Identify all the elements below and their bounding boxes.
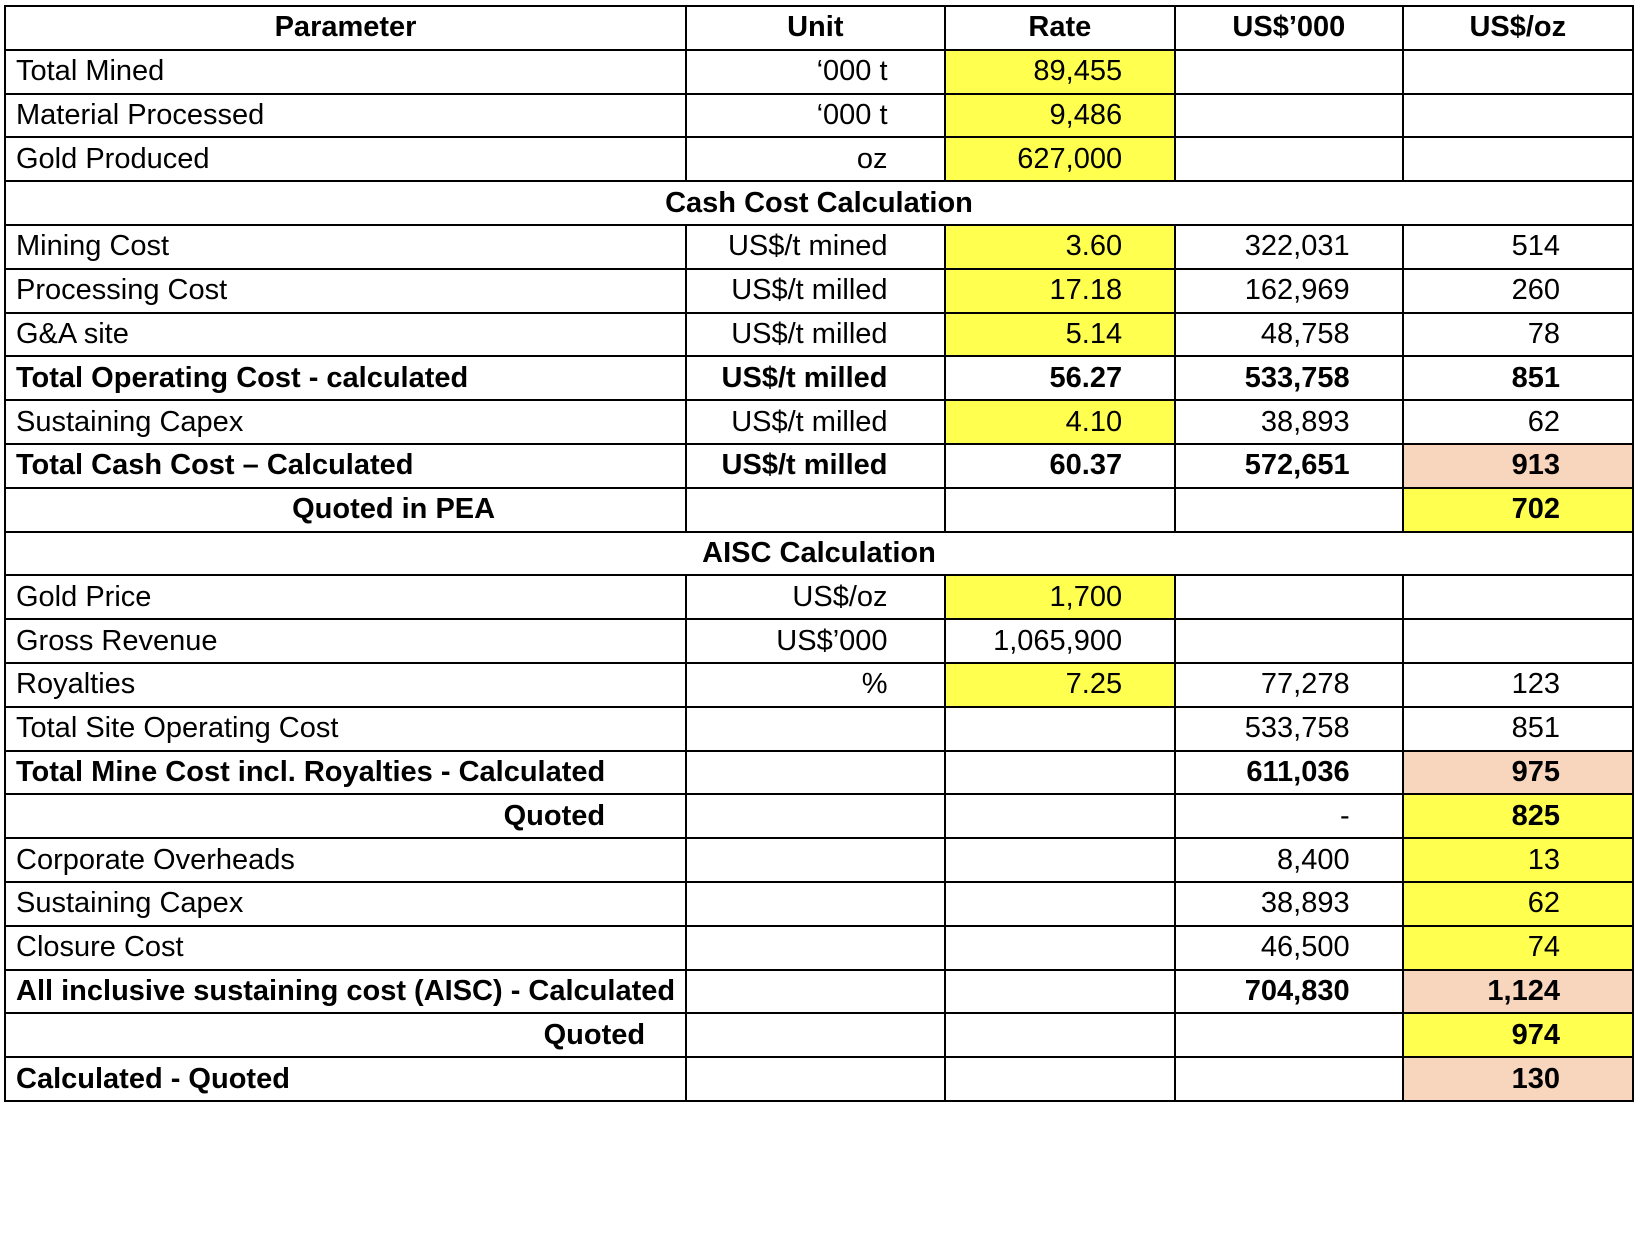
param-cell: Mining Cost <box>5 225 686 269</box>
usdoz-cell: 62 <box>1403 882 1633 926</box>
rate-cell <box>945 1057 1176 1101</box>
rate-cell: 627,000 <box>945 137 1176 181</box>
usd000-cell <box>1175 619 1403 663</box>
param-cell: Quoted <box>5 794 686 838</box>
table-row <box>5 838 1633 882</box>
unit-cell <box>686 751 944 795</box>
usd000-cell: - <box>1175 794 1403 838</box>
param-cell: Processing Cost <box>5 269 686 313</box>
header-row <box>5 6 1633 50</box>
table-row <box>5 707 1633 751</box>
rate-cell: 3.60 <box>945 225 1176 269</box>
usdoz-cell: 62 <box>1403 400 1633 444</box>
usdoz-cell: 514 <box>1403 225 1633 269</box>
param-cell: Total Mined <box>5 50 686 94</box>
usdoz-cell: 975 <box>1403 751 1633 795</box>
header-rate: Rate <box>945 6 1176 50</box>
param-cell: Material Processed <box>5 94 686 138</box>
table-row <box>5 619 1633 663</box>
rate-cell <box>945 838 1176 882</box>
cost-table <box>4 5 1634 1102</box>
usd000-cell: 38,893 <box>1175 882 1403 926</box>
usdoz-cell: 913 <box>1403 444 1633 488</box>
usd000-cell <box>1175 50 1403 94</box>
usdoz-cell <box>1403 575 1633 619</box>
rate-cell <box>945 488 1176 532</box>
usd000-cell: 77,278 <box>1175 663 1403 707</box>
usd000-cell: 572,651 <box>1175 444 1403 488</box>
table-row <box>5 269 1633 313</box>
rate-cell: 5.14 <box>945 313 1176 357</box>
header-unit: Unit <box>686 6 944 50</box>
param-cell: Quoted <box>5 1013 686 1057</box>
table-row <box>5 225 1633 269</box>
usdoz-cell: 1,124 <box>1403 970 1633 1014</box>
rate-cell <box>945 882 1176 926</box>
unit-cell: US$/t milled <box>686 444 944 488</box>
table-row <box>5 970 1633 1014</box>
usdoz-cell: 130 <box>1403 1057 1633 1101</box>
usd000-cell: 533,758 <box>1175 707 1403 751</box>
usdoz-cell <box>1403 137 1633 181</box>
usdoz-cell: 13 <box>1403 838 1633 882</box>
section-row <box>5 181 1633 225</box>
unit-cell: US$/t milled <box>686 400 944 444</box>
usdoz-cell: 851 <box>1403 707 1633 751</box>
param-cell: Total Cash Cost – Calculated <box>5 444 686 488</box>
rate-cell <box>945 926 1176 970</box>
usd000-cell: 704,830 <box>1175 970 1403 1014</box>
usd000-cell <box>1175 137 1403 181</box>
unit-cell: ‘000 t <box>686 94 944 138</box>
unit-cell <box>686 882 944 926</box>
table-row <box>5 444 1633 488</box>
header-usdoz: US$/oz <box>1403 6 1633 50</box>
rate-cell <box>945 794 1176 838</box>
table-row <box>5 94 1633 138</box>
unit-cell <box>686 838 944 882</box>
table-row <box>5 137 1633 181</box>
usdoz-cell: 123 <box>1403 663 1633 707</box>
table-row <box>5 356 1633 400</box>
usd000-cell: 48,758 <box>1175 313 1403 357</box>
table-row <box>5 926 1633 970</box>
table-row <box>5 488 1633 532</box>
param-cell: Calculated - Quoted <box>5 1057 686 1101</box>
rate-cell <box>945 751 1176 795</box>
param-cell: Total Operating Cost - calculated <box>5 356 686 400</box>
table-row <box>5 313 1633 357</box>
usdoz-cell <box>1403 50 1633 94</box>
param-cell: Corporate Overheads <box>5 838 686 882</box>
usdoz-cell: 74 <box>1403 926 1633 970</box>
usdoz-cell: 702 <box>1403 488 1633 532</box>
rate-cell: 1,700 <box>945 575 1176 619</box>
unit-cell: % <box>686 663 944 707</box>
usd000-cell: 611,036 <box>1175 751 1403 795</box>
rate-cell <box>945 970 1176 1014</box>
unit-cell: oz <box>686 137 944 181</box>
unit-cell <box>686 926 944 970</box>
rate-cell <box>945 1013 1176 1057</box>
param-cell: All inclusive sustaining cost (AISC) - Calculated <box>5 970 686 1014</box>
unit-cell: US$/oz <box>686 575 944 619</box>
param-cell: Closure Cost <box>5 926 686 970</box>
unit-cell: ‘000 t <box>686 50 944 94</box>
table-row <box>5 663 1633 707</box>
unit-cell <box>686 1013 944 1057</box>
rate-cell: 9,486 <box>945 94 1176 138</box>
section-row <box>5 532 1633 576</box>
usd000-cell: 38,893 <box>1175 400 1403 444</box>
usd000-cell <box>1175 94 1403 138</box>
unit-cell <box>686 707 944 751</box>
rate-cell: 1,065,900 <box>945 619 1176 663</box>
unit-cell <box>686 970 944 1014</box>
param-cell: Gold Price <box>5 575 686 619</box>
header-parameter: Parameter <box>5 6 686 50</box>
usd000-cell: 162,969 <box>1175 269 1403 313</box>
usd000-cell: 46,500 <box>1175 926 1403 970</box>
usdoz-cell: 974 <box>1403 1013 1633 1057</box>
table-row <box>5 751 1633 795</box>
table-row <box>5 1013 1633 1057</box>
usdoz-cell: 825 <box>1403 794 1633 838</box>
usd000-cell: 533,758 <box>1175 356 1403 400</box>
table-row <box>5 882 1633 926</box>
unit-cell: US$/t milled <box>686 269 944 313</box>
unit-cell: US$/t mined <box>686 225 944 269</box>
usdoz-cell <box>1403 94 1633 138</box>
unit-cell <box>686 1057 944 1101</box>
usdoz-cell: 78 <box>1403 313 1633 357</box>
usdoz-cell: 260 <box>1403 269 1633 313</box>
param-cell: G&A site <box>5 313 686 357</box>
param-cell: Quoted in PEA <box>5 488 686 532</box>
usdoz-cell <box>1403 619 1633 663</box>
table-row <box>5 400 1633 444</box>
usdoz-cell: 851 <box>1403 356 1633 400</box>
usd000-cell: 322,031 <box>1175 225 1403 269</box>
rate-cell: 56.27 <box>945 356 1176 400</box>
param-cell: Sustaining Capex <box>5 882 686 926</box>
header-usd000: US$’000 <box>1175 6 1403 50</box>
unit-cell <box>686 488 944 532</box>
rate-cell: 7.25 <box>945 663 1176 707</box>
usd000-cell <box>1175 488 1403 532</box>
table-row <box>5 50 1633 94</box>
param-cell: Total Site Operating Cost <box>5 707 686 751</box>
unit-cell <box>686 794 944 838</box>
unit-cell: US$/t milled <box>686 356 944 400</box>
rate-cell: 17.18 <box>945 269 1176 313</box>
param-cell: Total Mine Cost incl. Royalties - Calculated <box>5 751 686 795</box>
unit-cell: US$’000 <box>686 619 944 663</box>
usd000-cell: 8,400 <box>1175 838 1403 882</box>
param-cell: Gross Revenue <box>5 619 686 663</box>
table-row <box>5 794 1633 838</box>
table-row <box>5 575 1633 619</box>
rate-cell <box>945 707 1176 751</box>
param-cell: Royalties <box>5 663 686 707</box>
param-cell: Sustaining Capex <box>5 400 686 444</box>
usd000-cell <box>1175 1057 1403 1101</box>
rate-cell: 89,455 <box>945 50 1176 94</box>
unit-cell: US$/t milled <box>686 313 944 357</box>
rate-cell: 60.37 <box>945 444 1176 488</box>
rate-cell: 4.10 <box>945 400 1176 444</box>
param-cell: Gold Produced <box>5 137 686 181</box>
usd000-cell <box>1175 575 1403 619</box>
section-title-aisc: AISC Calculation <box>5 532 1633 576</box>
table-row <box>5 1057 1633 1101</box>
usd000-cell <box>1175 1013 1403 1057</box>
section-title-cash-cost: Cash Cost Calculation <box>5 181 1633 225</box>
